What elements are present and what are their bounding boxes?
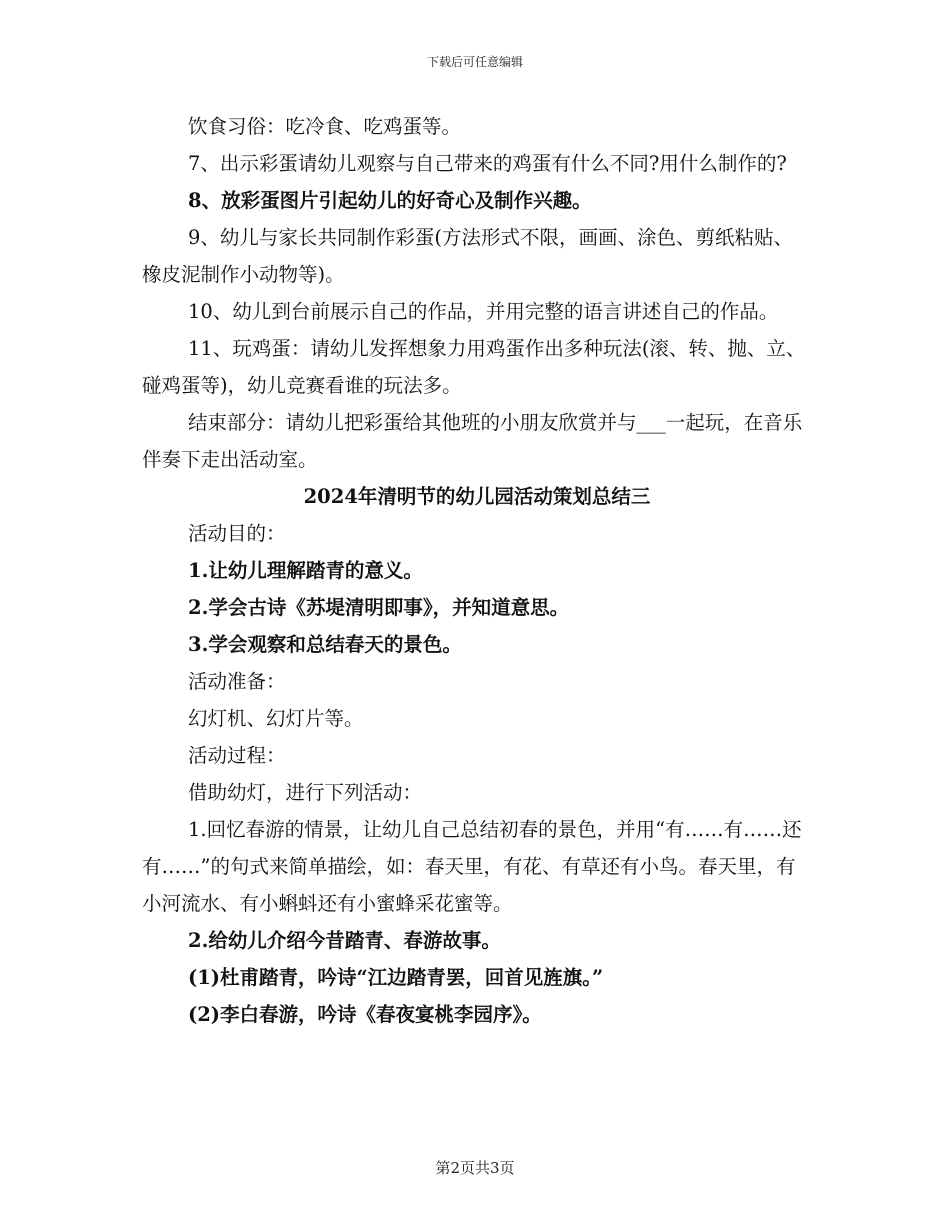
paragraph: 1.回忆春游的情景，让幼儿自己总结初春的景色，并用“有……有……还有……”的句式来简单描绘，如：春天里，有花、有草还有小鸟。春天里，有小河流水、有小蝌蚪还有小蜜蜂采花蜜等。 xyxy=(142,818,802,915)
paragraph: 饮食习俗：吃冷食、吃鸡蛋等。 xyxy=(188,115,462,138)
section-title: 2024年清明节的幼儿园活动策划总结三 xyxy=(303,485,651,508)
paragraph: 幻灯机、幻灯片等。 xyxy=(188,707,364,730)
paragraph: 1.让幼儿理解踏青的意义。 xyxy=(188,559,423,582)
paragraph: 3.学会观察和总结春天的景色。 xyxy=(188,633,462,656)
paragraph: 活动准备： xyxy=(188,670,286,693)
paragraph: 7、出示彩蛋请幼儿观察与自己带来的鸡蛋有什么不同?用什么制作的? xyxy=(188,152,787,175)
page-footer: 第2页共3页 xyxy=(435,1159,515,1177)
paragraph: 10、幼儿到台前展示自己的作品，并用完整的语言讲述自己的作品。 xyxy=(188,300,779,323)
paragraph: 活动过程： xyxy=(188,744,286,767)
paragraph: 结束部分：请幼儿把彩蛋给其他班的小朋友欣赏并与___一起玩，在音乐伴奏下走出活动室。 xyxy=(142,411,803,471)
paragraph: 11、玩鸡蛋：请幼儿发挥想象力用鸡蛋作出多种玩法(滚、转、抛、立、碰鸡蛋等)，幼儿竞赛看谁的玩法多。 xyxy=(142,337,806,397)
paragraph: 借助幼灯，进行下列活动： xyxy=(188,781,423,804)
paragraph: 8、放彩蛋图片引起幼儿的好奇心及制作兴趣。 xyxy=(188,189,592,212)
document-body xyxy=(142,108,812,1033)
paragraph: (1)杜甫踏青，吟诗“江边踏青罢，回首见旌旗。” xyxy=(188,966,604,989)
paragraph: 2.给幼儿介绍今昔踏青、春游故事。 xyxy=(188,929,501,952)
page-header: 下载后可任意编辑 xyxy=(426,55,523,69)
paragraph: 9、幼儿与家长共同制作彩蛋(方法形式不限，画画、涂色、剪纸粘贴、橡皮泥制作小动物等)。 xyxy=(142,226,794,286)
paragraph: (2)李白春游，吟诗《春夜宴桃李园序》。 xyxy=(188,1003,542,1026)
paragraph: 2.学会古诗《苏堤清明即事》，并知道意思。 xyxy=(188,596,570,619)
paragraph: 活动目的： xyxy=(188,522,286,545)
